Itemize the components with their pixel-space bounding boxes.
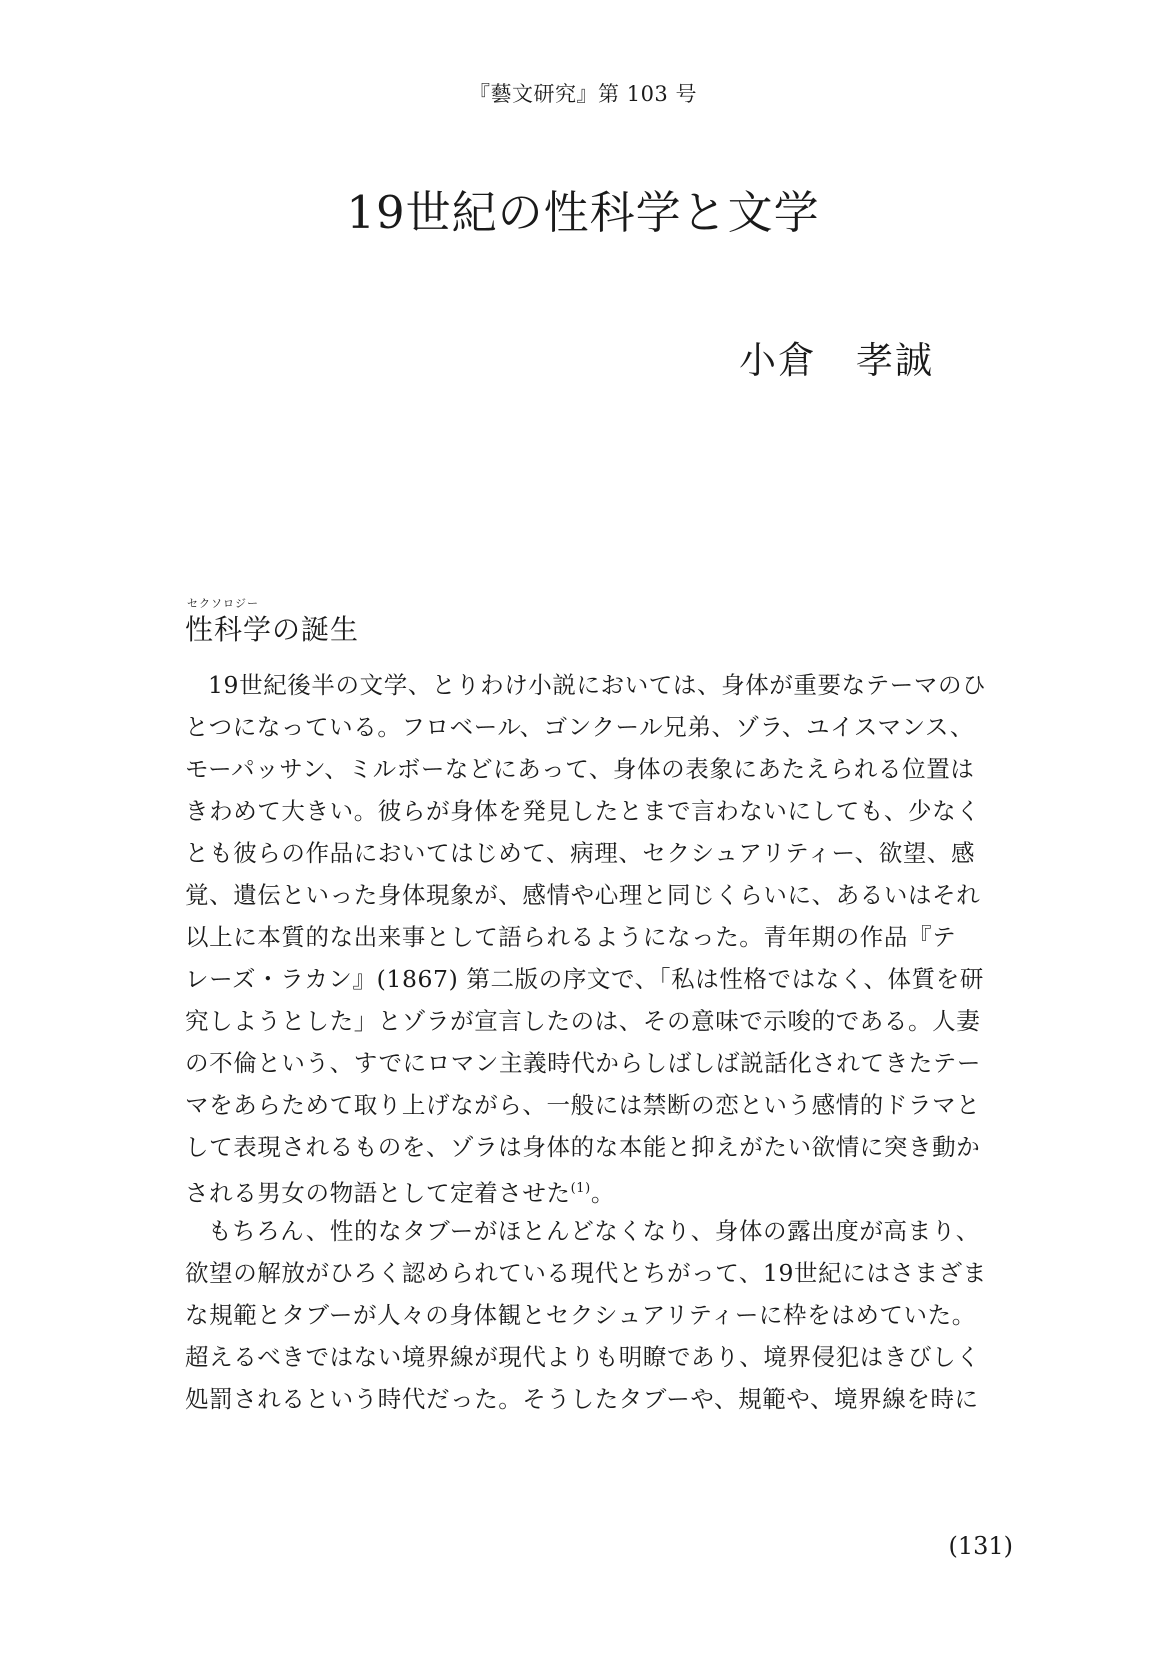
page-number: (131) <box>948 1532 1013 1560</box>
body-line-text: される男女の物語として定着させた <box>185 1179 571 1207</box>
body-line: とも彼らの作品においてはじめて、病理、セクシュアリティー、欲望、感 <box>185 839 976 867</box>
body-line: な規範とタブーが人々の身体観とセクシュアリティーに枠をはめていた。 <box>185 1301 976 1329</box>
footnote-reference: (1) <box>570 1181 591 1196</box>
body-line: 処罰されるという時代だった。そうしたタブーや、規範や、境界線を時に <box>185 1385 979 1413</box>
body-line: の不倫という、すでにロマン主義時代からしばしば説話化されてきたテー <box>185 1049 982 1077</box>
journal-header: 『藝文研究』第 103 号 <box>469 82 697 106</box>
body-line: 欲望の解放がひろく認められている現代とちがって、19世紀にはさまざま <box>185 1259 987 1287</box>
section-heading: 性科学の誕生 <box>185 613 360 646</box>
sentence-end: 。 <box>590 1179 615 1207</box>
body-line: もちろん、性的なタブーがほとんどなくなり、身体の露出度が高まり、 <box>208 1217 980 1245</box>
body-line: 究しようとした」とゾラが宣言したのは、その意味で示唆的である。人妻 <box>185 1007 981 1035</box>
body-line: モーパッサン、ミルボーなどにあって、身体の表象にあたえられる位置は <box>185 755 975 783</box>
body-line: きわめて大きい。彼らが身体を発見したとまで言わないにしても、少なく <box>185 797 981 825</box>
article-title: 19世紀の性科学と文学 <box>346 186 820 239</box>
body-line: レーズ・ラカン』(1867) 第二版の序文で、「私は性格ではなく、体質を研 <box>185 965 984 993</box>
body-line: マをあらためて取り上げながら、一般には禁断の恋という感情的ドラマと <box>185 1091 981 1119</box>
body-line: 19世紀後半の文学、とりわけ小説においては、身体が重要なテーマのひ <box>208 671 987 699</box>
body-line: して表現されるものを、ゾラは身体的な本能と抑えがたい欲情に突き動か <box>185 1133 981 1161</box>
body-line: 以上に本質的な出来事として語られるようになった。青年期の作品『テ <box>185 923 957 951</box>
author-name: 小倉 孝誠 <box>739 339 934 382</box>
body-line: 超えるべきではない境界線が現代よりも明瞭であり、境界侵犯はきびしく <box>185 1343 981 1371</box>
body-line: とつになっている。フロベール、ゴンクール兄弟、ゾラ、ユイスマンス、 <box>185 713 974 741</box>
body-text <box>185 664 1015 1420</box>
body-line-with-footnote <box>185 1168 1015 1210</box>
section-heading-ruby: セクソロジー <box>187 597 259 610</box>
body-line: 覚、遺伝といった身体現象が、感情や心理と同じくらいに、あるいはそれ <box>185 881 981 909</box>
